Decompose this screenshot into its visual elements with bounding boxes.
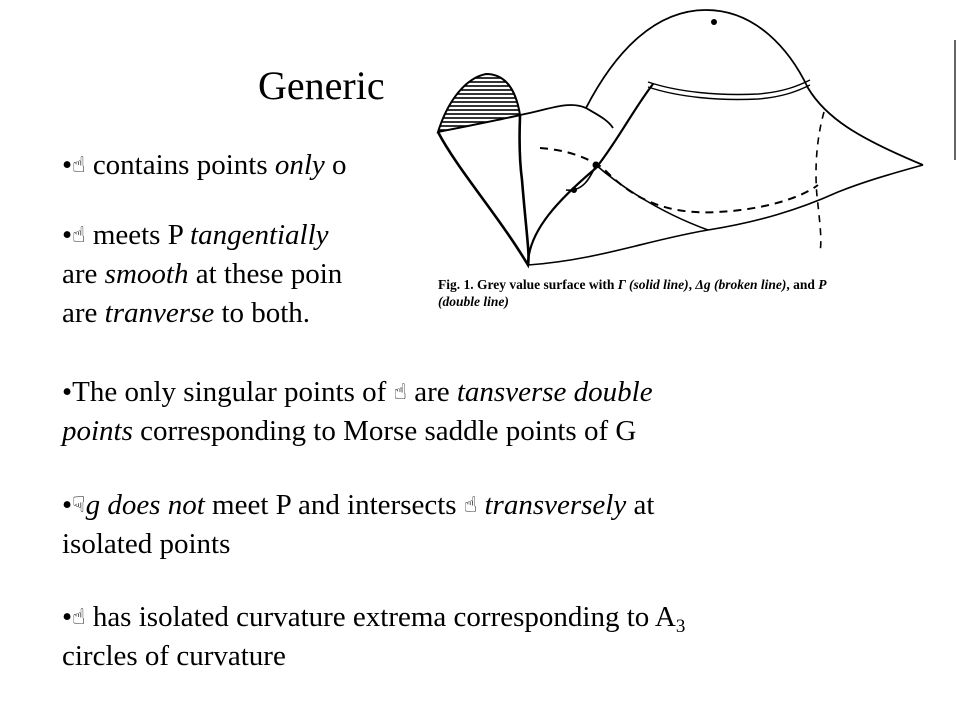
bullet-1 — [62, 146, 347, 185]
cut-section — [438, 74, 520, 132]
emphasis: transversely — [484, 489, 627, 521]
text: are — [62, 297, 105, 329]
caption-double: (double line) — [438, 294, 509, 309]
extremum-point — [571, 187, 577, 193]
line-p-inner — [648, 85, 810, 100]
text: at — [626, 489, 655, 521]
emphasis: tranverse — [104, 297, 215, 329]
subscript: 3 — [675, 616, 686, 637]
bullet-2 — [62, 216, 342, 333]
figure — [418, 0, 960, 328]
line-p-outer — [648, 80, 810, 95]
text: meets P — [92, 219, 191, 251]
bullet-dot: • — [62, 149, 73, 181]
surface-dome — [586, 10, 923, 165]
emphasis: only — [274, 149, 325, 181]
delta-symbol-icon: ☟ — [72, 493, 86, 518]
emphasis: points — [62, 415, 133, 447]
text: are — [406, 376, 457, 408]
caption-sep: , and — [786, 277, 819, 292]
caption-delta-g: Δg — [695, 277, 711, 292]
emphasis: tangentially — [190, 219, 329, 251]
bullet-dot: • — [62, 489, 73, 521]
emphasis: g — [85, 489, 108, 521]
text: are — [62, 258, 105, 290]
gamma-symbol-icon: ☝ — [72, 223, 86, 248]
emphasis: smooth — [104, 258, 189, 290]
caption-gamma: Γ — [617, 277, 626, 292]
line-delta-g-right — [816, 112, 824, 252]
bullet-dot: • — [62, 601, 73, 633]
emphasis: tansverse double — [456, 376, 653, 408]
gamma-symbol-icon: ☝ — [72, 605, 86, 630]
text: isolated points — [62, 528, 231, 560]
bullet-dot: • — [62, 219, 73, 251]
text: o — [324, 149, 347, 181]
caption-text: Grey value surface with — [473, 277, 618, 292]
maximum-point — [711, 19, 717, 25]
caption-broken: (broken line) — [710, 277, 787, 292]
surface-left-fold — [438, 115, 529, 265]
text: circles of curvature — [62, 640, 286, 672]
slide-title: Generic — [258, 63, 385, 108]
bullet-5 — [62, 598, 685, 676]
gamma-symbol-icon: ☝ — [463, 493, 478, 518]
text: at these poin — [188, 258, 343, 290]
text: The only singular points of — [72, 376, 394, 408]
text: has isolated curvature extrema corresponding to A — [92, 601, 676, 633]
caption-solid: (solid line) — [625, 277, 689, 292]
text: contains points — [92, 149, 275, 181]
emphasis: does not — [107, 489, 205, 521]
text: meet P and intersects — [204, 489, 464, 521]
figure-caption — [438, 276, 948, 310]
saddle-point — [593, 162, 600, 169]
caption-p: P — [818, 277, 827, 292]
gamma-symbol-icon: ☝ — [72, 153, 86, 178]
bullet-dot: • — [62, 376, 73, 408]
gamma-symbol-icon: ☝ — [393, 380, 407, 405]
caption-sep: , — [688, 277, 696, 292]
bullet-3 — [62, 373, 653, 451]
text: corresponding to Morse saddle points of G — [132, 415, 637, 447]
surface-saddle — [520, 105, 613, 128]
text: to both. — [214, 297, 311, 329]
bullet-4 — [62, 486, 654, 564]
caption-prefix: Fig. 1. — [438, 277, 474, 292]
